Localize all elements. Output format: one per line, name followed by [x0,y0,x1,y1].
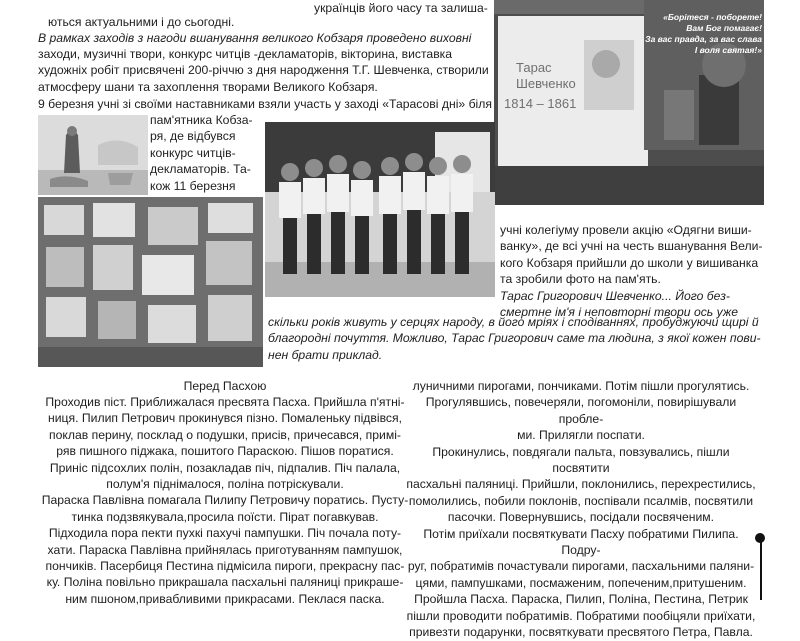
story-line: хати. Параска Павлівна прийнялась приготуванням пампушок, [47,542,403,557]
story-line: Параска Павлівна помагала Пилипу Петровичу поратись. Пусту- [41,493,409,508]
exhibition-photo [38,197,263,367]
text-line: конкурс читців- [150,145,236,160]
story-left-column [36,394,414,607]
text-line: заходи, музичні твори, конкурс читців -декламаторів, вікторина, виставка [38,47,453,61]
poster-quote [642,12,762,56]
story-right-column [406,378,756,641]
poster-name [516,60,596,92]
story-line: пончиків. Пасербиця Пестина підмісила пироги, прекрасну пас- [45,559,405,574]
story-line: луничними пирогами, пончиками. Потім пішли прогулятись. [412,379,750,393]
text-line: декламаторів. Та- [150,162,251,177]
text-line: смертне ім'я і неповторні твори ось уже [500,305,739,320]
story-line: ку. Поліна повільно прикрашала пасхальні паляниці прикраше- [46,575,404,590]
story-line: ниця. Пилип Петрович прокинувся пізно. Помаленьку підвівся, [48,411,402,426]
story-line: полум'я піднімалося, поліна потріскували. [106,477,344,492]
quote-line: Вам Бог помагає! [686,23,762,33]
text-line: нен брати приклад. [268,347,383,362]
poster-name-line: Тарас [516,60,552,75]
story-title: Перед Пасхою [183,379,267,393]
story-line: ним пшоном,привабливими прикрасами. Пеклася паска. [65,591,385,606]
story-line: помолились, побили поклонів, поспівали псалмів, посвятили [408,493,754,508]
story-line: руг, побратимів почастували пирогами, пасхальними паляни- [407,559,755,574]
story-line: ми. Прилягли поспати. [517,428,645,443]
story-line: привезти подарунки, посвяткувати пресвятого Петра, Павла. [409,625,753,640]
story-line: Пройшла Пасха. Параска, Пилип, Поліна, Пестина, Петрик [414,592,748,607]
story-line: ряв пишного піджака, пошитого Параскою. Пішов поратися. [56,444,394,459]
text-line: ванку», де всі учні на честь вшанування Вели- [500,239,763,254]
story-line: цями, пампушками, посмаженим, попеченим,притушеним. [415,575,747,590]
story-line: пасхальні паляниці. Прийшли, поклонились, перехрестились, [406,477,756,492]
italic-wide-text [268,314,770,363]
intro-line: ються актуальними і до сьогодні. [48,15,235,29]
poster-name-line: Шевченко [516,76,576,91]
quote-line: І воля святая!» [694,45,762,55]
text-line: благородні почуття. Можливо, Тарас Григорович саме та людина, з якої кожен пови- [268,331,761,346]
quote-line: За вас правда, за вас слава [645,34,762,44]
wrapped-text [150,112,260,194]
kobzar-drawing-photo [38,115,148,195]
story-line: Підходила пора пекти пухкі пахучі пампушки. Піч почала поту- [48,526,402,541]
story-line: Потім приїхали посвяткувати Пасху побратими Пилипа. Подру- [423,526,739,558]
text-line: учні колегіуму провели акцію «Одягни виши- [500,223,752,237]
text-line: кого Кобзаря прийшли до школи у вишиванка [500,255,759,270]
right-column-text [500,222,770,320]
text-line: ря, де відбувся [150,129,236,144]
story-line: Проходив піст. Приближалася пресвята Пасха. Прийшла п'ятні- [45,395,405,409]
march9-line: 9 березня учні зі своїми наставниками взяли участь у заході «Тарасові дні» біля [38,97,492,111]
story-line: Приніс підсохлих полін, позакладав піч, підпалив. Піч палала, [49,460,401,475]
group-photo [265,122,495,297]
story-line: поклав перину, посклад о подушки, присів, причесався, примі- [49,427,401,442]
text-line: художніх робіт присвячені 200-річчю з дня народження Т.Г. Шевченка, створили [38,63,489,78]
text-line: та зробили фото на пам'ять. [500,272,661,287]
story-line: пішли проводити побратимів. Побратими пообіцяли приїхати, [406,608,756,623]
text-line: атмосферу шани та захоплення творами Великого Кобзаря. [38,79,378,94]
intro-paragraph [38,46,508,95]
story-line: Прогулявшись, повечеряли, погомоніли, повирішували пробле- [425,395,737,426]
text-line: кож 11 березня [150,178,236,193]
decorative-dot [755,533,765,543]
poster-years: 1814 – 1861 [504,96,577,111]
story-line: Прокинулись, повдягали пальта, повзувались, пішли посвятити [432,444,730,476]
story-line: пасочки. Повернувшись, посідали посвяченим. [447,510,715,525]
shevchenko-poster-photo [494,0,764,205]
quote-line: «Борітеся - поборете! [663,12,762,22]
text-line: Тарас Григорович Шевченко... Його без- [500,288,730,303]
decorative-rule [760,537,762,600]
top-right-fragment: українців його часу та залиша- [314,1,488,15]
intro-italic-line: В рамках заходів з нагоди вшанування великого Кобзаря проведено виховні [38,31,472,45]
text-line: скільки років живуть у серцях народу, в його мріях і сподіваннях, пробуджуючи щирі й [268,315,759,329]
story-line: тинка подзвякувала,просила поїсти. Пірат погавкував. [71,509,379,524]
text-line: пам'ятника Кобза- [150,113,253,127]
